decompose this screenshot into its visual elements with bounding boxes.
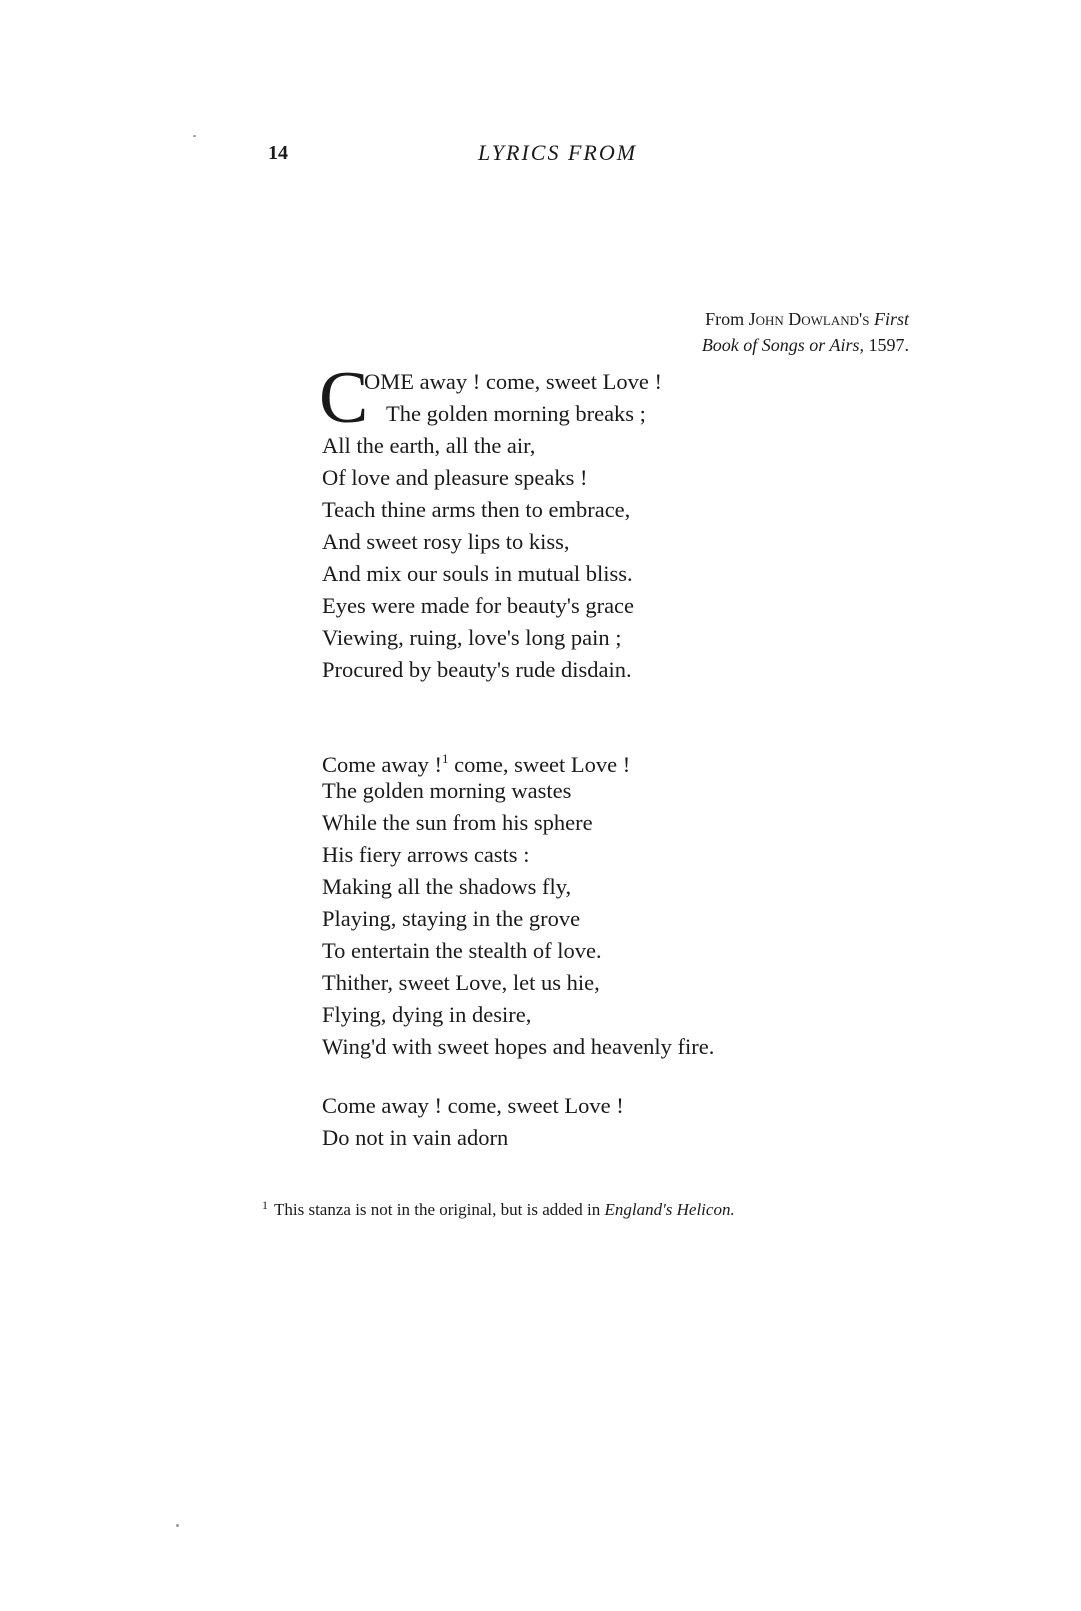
attribution [702, 306, 909, 358]
poem-line: Do not in vain adorn [322, 1125, 509, 1150]
poem-line: The golden morning wastes [322, 778, 572, 803]
poem-line: Making all the shadows fly, [322, 874, 572, 899]
attribution-line-2 [702, 332, 909, 358]
poem-line: Procured by beauty's rude disdain. [322, 657, 632, 682]
footnote [262, 1193, 902, 1222]
attribution-year: 1597. [868, 335, 909, 355]
poem-line: Of love and pleasure speaks ! [322, 465, 588, 490]
poem-line: And sweet rosy lips to kiss, [322, 529, 570, 554]
footnote-mark: 1 [262, 1198, 268, 1212]
poem-line: Flying, dying in desire, [322, 1002, 532, 1027]
poem-line: To entertain the stealth of love. [322, 938, 602, 963]
running-title: LYRICS FROM [478, 140, 638, 165]
line-text: Come away ! [322, 752, 442, 777]
poem-line: All the earth, all the air, [322, 433, 536, 458]
poem-line: Playing, staying in the grove [322, 906, 581, 931]
stanza-2 [322, 743, 714, 1063]
poem-line [322, 743, 714, 775]
attribution-line-1 [702, 306, 909, 332]
footnote-source: England's Helicon. [604, 1200, 735, 1219]
poem-line: Teach thine arms then to embrace, [322, 497, 631, 522]
attribution-author: John Dowland's [748, 309, 870, 329]
attribution-from: From [705, 309, 745, 329]
stanza-3 [322, 1090, 624, 1154]
poem-line: Thither, sweet Love, let us hie, [322, 970, 600, 995]
page-number: 14 [268, 142, 288, 164]
poem-line: Eyes were made for beauty's grace [322, 593, 635, 618]
poem-line: Come away ! come, sweet Love ! [322, 1093, 624, 1118]
stanza-1 [319, 357, 663, 686]
attribution-title-part1: First [873, 309, 909, 329]
poem-line: OME away ! come, sweet Love ! [364, 369, 663, 394]
line-text: come, sweet Love ! [448, 752, 631, 777]
scan-speck [193, 135, 196, 137]
footnote-text: This stanza is not in the original, but is added in [274, 1200, 601, 1219]
poem-line: Wing'd with sweet hopes and heavenly fire. [322, 1034, 715, 1059]
poem-line: Viewing, ruing, love's long pain ; [322, 625, 622, 650]
drop-cap: C [319, 357, 369, 439]
scan-speck [176, 1524, 179, 1527]
poem-line: While the sun from his sphere [322, 810, 593, 835]
attribution-title-part2: Book of Songs or Airs, [701, 335, 864, 355]
poem-line: His fiery arrows casts : [322, 842, 530, 867]
poem-line: And mix our souls in mutual bliss. [322, 561, 633, 586]
poem-line: The golden morning breaks ; [386, 401, 646, 426]
footnote-reference: 1 [441, 751, 449, 766]
